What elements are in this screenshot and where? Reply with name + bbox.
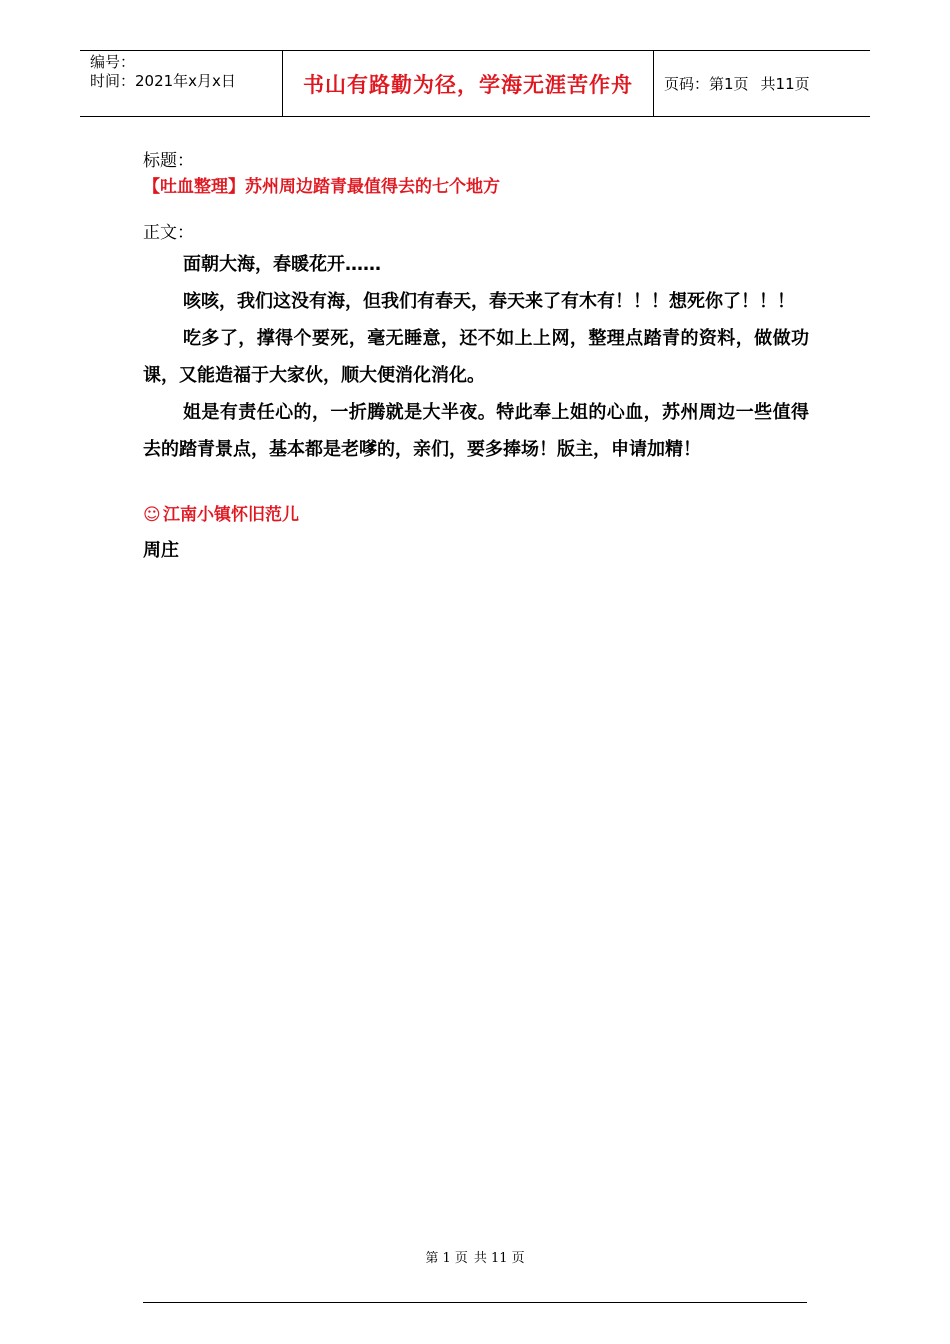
footer-page-current: 第 1 页 [425, 1251, 468, 1266]
number-label: 编号： [90, 53, 136, 71]
smiley-icon: ☺ [143, 505, 161, 525]
page-info-current: 页码：第1页 [664, 75, 749, 93]
footer-page-total: 共 11 页 [473, 1251, 525, 1266]
page-info-total: 共11页 [760, 75, 810, 93]
section-heading [143, 502, 809, 528]
paragraph: 咳咳，我们这没有海，但我们有春天，春天来了有木有！！！想死你了！！！ [183, 291, 795, 312]
footer-divider [143, 1302, 807, 1303]
footer-page-number [0, 1247, 950, 1266]
document-title: 【吐血整理】苏州周边踏青最值得去的七个地方 [143, 177, 500, 197]
header-meta-cell [80, 51, 282, 116]
paragraph: 姐是有责任心的，一折腾就是大半夜。特此奉上姐的心血，苏州周边一些值得去的踏青景点，基本都是老嗲的，亲们，要多捧场！版主，申请加精！ [143, 402, 809, 460]
document-header [80, 50, 870, 117]
section-subheading: 周庄 [143, 540, 179, 561]
motto-text: 书山有路勤为径，学海无涯苦作舟 [303, 71, 633, 97]
paragraph: 吃多了，撑得个要死，毫无睡意，还不如上上网，整理点踏青的资料，做做功课，又能造福于大家伙，顺大便消化消化。 [143, 328, 809, 386]
time-label: 时间：2021年x月x日 [90, 72, 236, 90]
title-label: 标题： [143, 151, 194, 171]
paragraph: 面朝大海，春暖花开…… [183, 254, 381, 275]
header-page-cell [654, 51, 870, 116]
section-heading-text: 江南小镇怀旧范儿 [163, 505, 299, 525]
header-motto-cell [282, 51, 654, 116]
body-label: 正文： [143, 223, 194, 243]
document-body [143, 150, 809, 564]
